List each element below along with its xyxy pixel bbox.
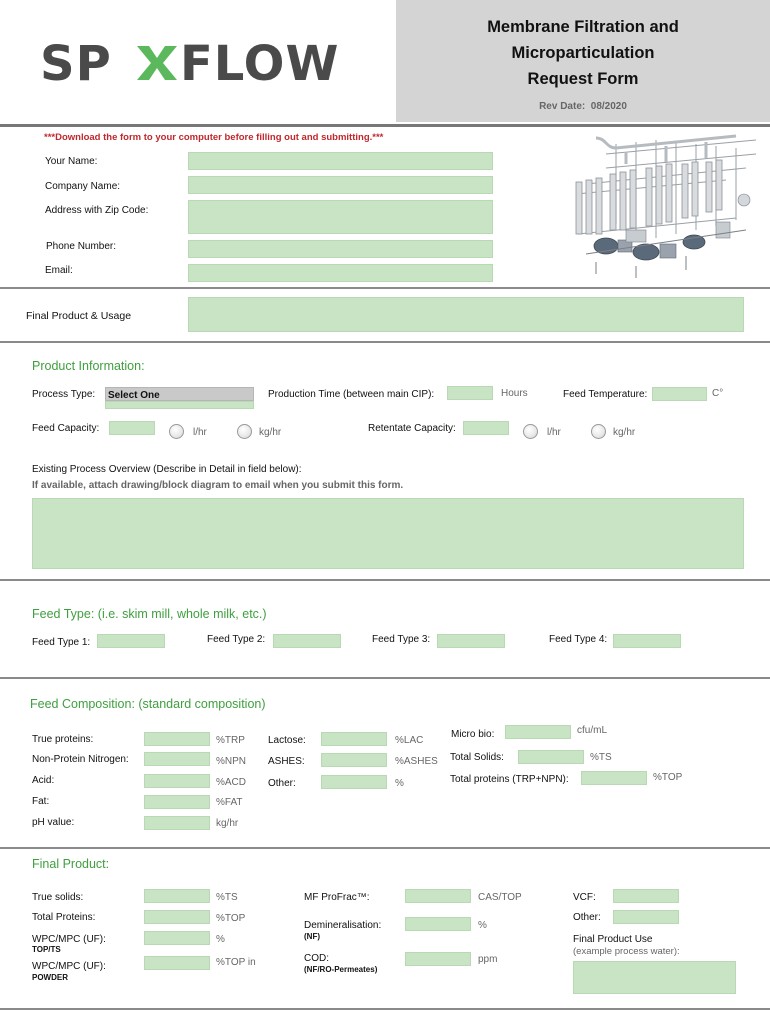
top-in-unit: %TOP in [216, 957, 256, 968]
phone-label: Phone Number: [46, 241, 117, 252]
true-proteins-field[interactable] [144, 732, 210, 746]
feed-type-1-field[interactable] [97, 634, 165, 648]
address-label: Address with Zip Code: [45, 205, 149, 216]
top-unit: %TOP [653, 772, 683, 783]
demineralisation-field[interactable] [405, 917, 471, 931]
production-time-label: Production Time (between main CIP): [268, 389, 435, 400]
ph-field[interactable] [144, 816, 210, 830]
product-info-heading: Product Information: [32, 359, 145, 373]
wpc-powder-label: WPC/MPC (UF): [32, 961, 106, 972]
section-divider-4 [0, 677, 770, 679]
existing-overview-label: Existing Process Overview (Describe in Detail in field below): [32, 464, 302, 475]
section-divider-2 [0, 341, 770, 343]
feed-type-4-label: Feed Type 4: [549, 634, 608, 645]
feed-temperature-field[interactable] [652, 387, 707, 401]
svg-text:SP: SP [40, 40, 112, 86]
vcf-label: VCF: [573, 892, 596, 903]
fp-other-label: Other: [573, 912, 601, 923]
trp-unit: %TRP [216, 735, 245, 746]
retentate-kghr-radio[interactable] [591, 424, 606, 439]
ph-label: pH value: [32, 817, 75, 828]
form-title-line1: Membrane Filtration and [487, 18, 679, 36]
lactose-field[interactable] [321, 732, 387, 746]
retentate-capacity-label: Retentate Capacity: [368, 423, 456, 434]
retentate-lhr-label: l/hr [547, 427, 561, 438]
total-proteins-comp-field[interactable] [581, 771, 647, 785]
ashes-unit: %ASHES [395, 756, 438, 767]
micro-bio-field[interactable] [505, 725, 571, 739]
feed-comp-heading: Feed Composition: (standard composition) [30, 697, 266, 711]
fp-ts-unit: %TS [216, 892, 238, 903]
retentate-capacity-field[interactable] [463, 421, 509, 435]
acd-unit: %ACD [216, 777, 247, 788]
process-type-select[interactable]: Select One [105, 387, 254, 401]
other-comp-label: Other: [268, 778, 296, 789]
equipment-image [566, 134, 766, 280]
feed-capacity-lhr-label: l/hr [193, 427, 207, 438]
feed-type-2-field[interactable] [273, 634, 341, 648]
other-comp-unit: % [395, 778, 404, 789]
company-name-field[interactable] [188, 176, 493, 194]
attach-note: If available, attach drawing/block diagram to email when you submit this form. [32, 480, 404, 491]
final-use-field[interactable] [573, 961, 736, 994]
final-use-sublabel: (example process water): [573, 946, 680, 957]
wpc-uf-field[interactable] [144, 931, 210, 945]
cod-sublabel: (NF/RO-Permeates) [304, 965, 378, 974]
fat-unit: %FAT [216, 797, 243, 808]
wpc-powder-sublabel: POWDER [32, 973, 68, 982]
retentate-lhr-radio[interactable] [523, 424, 538, 439]
true-solids-field[interactable] [144, 889, 210, 903]
final-usage-label: Final Product & Usage [26, 310, 132, 322]
temperature-unit: C° [712, 388, 724, 399]
feed-capacity-kghr-radio[interactable] [237, 424, 252, 439]
fat-field[interactable] [144, 795, 210, 809]
true-proteins-label: True proteins: [32, 734, 94, 745]
form-title-line2: Microparticulation [511, 44, 655, 62]
your-name-field[interactable] [188, 152, 493, 170]
cod-label: COD: [304, 953, 329, 964]
production-time-field[interactable] [447, 386, 493, 400]
ts-unit: %TS [590, 752, 612, 763]
fp-top-unit: %TOP [216, 913, 246, 924]
fp-total-proteins-label: Total Proteins: [32, 912, 96, 923]
npn-unit: %NPN [216, 756, 247, 767]
section-divider-6 [0, 1008, 770, 1010]
ph-unit: kg/hr [216, 818, 239, 829]
other-comp-field[interactable] [321, 775, 387, 789]
header [0, 0, 770, 124]
feed-type-4-field[interactable] [613, 634, 681, 648]
true-solids-label: True solids: [32, 892, 84, 903]
mf-profrac-label: MF ProFrac™: [304, 892, 370, 903]
feed-temperature-label: Feed Temperature: [563, 389, 648, 400]
vcf-field[interactable] [613, 889, 679, 903]
feed-capacity-label: Feed Capacity: [32, 423, 100, 434]
acid-field[interactable] [144, 774, 210, 788]
wpc-uf-label: WPC/MPC (UF): [32, 934, 106, 945]
existing-overview-field[interactable] [32, 498, 744, 569]
cas-top-unit: CAS/TOP [478, 892, 522, 903]
process-type-select-extension[interactable] [105, 401, 254, 409]
phone-field[interactable] [188, 240, 493, 258]
fp-total-proteins-field[interactable] [144, 910, 210, 924]
demineralisation-unit: % [478, 920, 487, 931]
your-name-label: Your Name: [45, 156, 98, 167]
total-proteins-comp-label: Total proteins (TRP+NPN): [450, 774, 569, 785]
total-solids-field[interactable] [518, 750, 584, 764]
wpc-uf-sublabel: TOP/TS [32, 945, 61, 954]
section-divider-1 [0, 287, 770, 289]
final-use-label: Final Product Use [573, 934, 653, 945]
feed-type-3-field[interactable] [437, 634, 505, 648]
email-field[interactable] [188, 264, 493, 282]
fat-label: Fat: [32, 796, 50, 807]
email-label: Email: [45, 265, 73, 276]
section-divider-3 [0, 579, 770, 581]
feed-type-1-label: Feed Type 1: [32, 637, 91, 648]
section-divider-5 [0, 847, 770, 849]
lac-unit: %LAC [395, 735, 424, 746]
feed-capacity-kghr-label: kg/hr [259, 427, 282, 438]
feed-capacity-lhr-radio[interactable] [169, 424, 184, 439]
ashes-label: ASHES: [268, 756, 305, 767]
wpc-powder-field[interactable] [144, 956, 210, 970]
company-name-label: Company Name: [45, 181, 121, 192]
process-type-label: Process Type: [32, 389, 96, 400]
header-divider [0, 124, 770, 127]
cod-field[interactable] [405, 952, 471, 966]
hours-unit: Hours [501, 388, 528, 399]
feed-type-2-label: Feed Type 2: [207, 634, 266, 645]
feed-capacity-field[interactable] [109, 421, 155, 435]
acid-label: Acid: [32, 775, 55, 786]
download-notice: ***Download the form to your computer before filling out and submitting.*** [44, 132, 384, 143]
address-field[interactable] [188, 200, 493, 234]
svg-text:FLOW: FLOW [180, 40, 340, 86]
form-title-line3: Request Form [527, 70, 639, 88]
npn-label: Non-Protein Nitrogen: [32, 754, 129, 765]
mf-profrac-field[interactable] [405, 889, 471, 903]
ashes-field[interactable] [321, 753, 387, 767]
wpc-uf-unit: % [216, 934, 225, 945]
lactose-label: Lactose: [268, 735, 306, 746]
total-solids-label: Total Solids: [450, 752, 504, 763]
final-product-heading: Final Product: [32, 857, 110, 871]
retentate-kghr-label: kg/hr [613, 427, 636, 438]
rev-date: Rev Date: 08/2020 [539, 101, 627, 112]
micro-bio-label: Micro bio: [451, 729, 495, 740]
feed-type-3-label: Feed Type 3: [372, 634, 431, 645]
demineralisation-label: Demineralisation: [304, 920, 382, 931]
title-panel [396, 0, 770, 122]
npn-field[interactable] [144, 752, 210, 766]
fp-other-field[interactable] [613, 910, 679, 924]
feed-type-heading: Feed Type: (i.e. skim mill, whole milk, etc.) [32, 607, 267, 621]
cfu-unit: cfu/mL [577, 725, 608, 736]
nf-sublabel: (NF) [304, 932, 320, 941]
final-usage-field[interactable] [188, 297, 744, 332]
spxflow-logo [40, 40, 352, 91]
ppm-unit: ppm [478, 954, 498, 965]
